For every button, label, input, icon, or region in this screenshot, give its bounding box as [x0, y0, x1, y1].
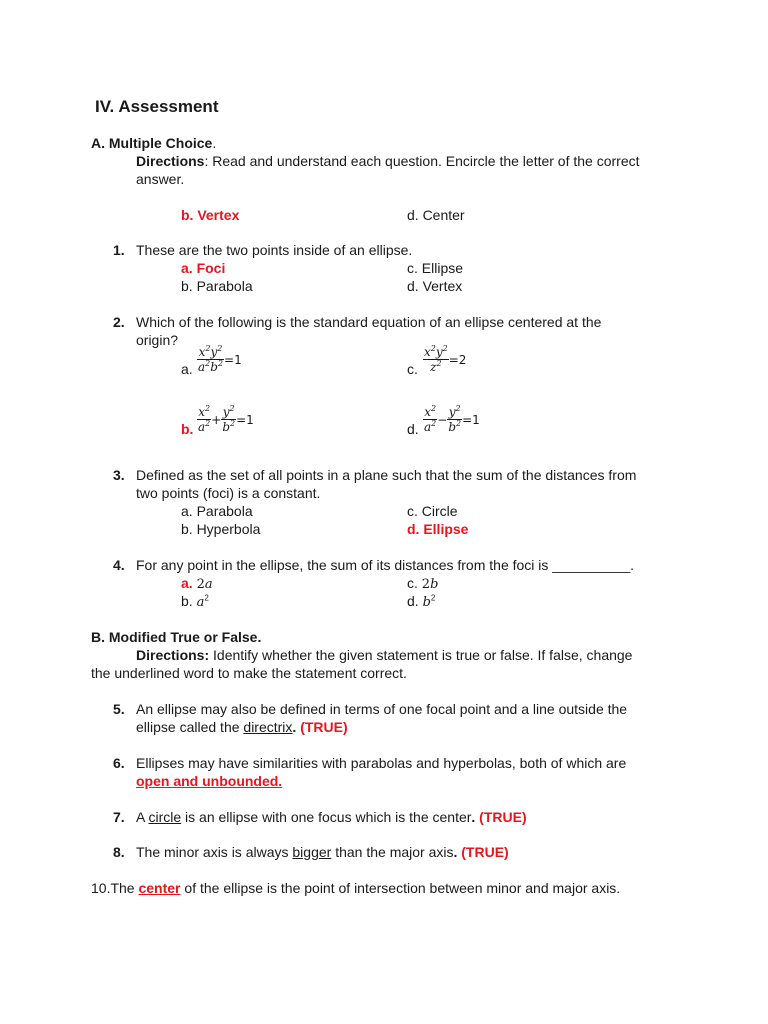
section-b-directions-line2: the underlined word to make the statement correct.	[91, 665, 407, 681]
q7-number: 7.	[113, 809, 125, 825]
q2-choice-a-label: a.	[181, 361, 193, 377]
q3-choice-d: d. Ellipse	[407, 521, 469, 537]
q1-choice-b: b. Parabola	[181, 278, 253, 294]
q3-choice-b: b. Hyperbola	[181, 521, 261, 537]
section-b-directions-line1: Directions: Identify whether the given statement is true or false. If false, change	[136, 647, 633, 663]
choice-b-vertex: b. Vertex	[181, 207, 240, 223]
q3-choice-c: c. Circle	[407, 503, 458, 519]
q4-choice-c: c. 2b	[407, 575, 439, 592]
q2-choice-c-label: c.	[407, 361, 418, 377]
q3-line2: two points (foci) is a constant.	[136, 485, 321, 501]
section-a-directions-line1: Directions: Read and understand each question. Encircle the letter of the correct	[136, 153, 640, 169]
q2-choice-d-label: d.	[407, 421, 419, 437]
choice-d-center: d. Center	[407, 207, 465, 223]
q4-choice-b: b. $a^2$	[181, 593, 209, 610]
q7-text: A circle is an ellipse with one focus which is the center. (TRUE)	[136, 809, 527, 825]
q4-text: For any point in the ellipse, the sum of its distances from the foci is __________.	[136, 557, 635, 573]
q6-line1: Ellipses may have similarities with parabolas and hyperbolas, both of which are	[136, 755, 627, 771]
q2-number: 2.	[113, 314, 125, 330]
q2-equation-d: $\frac{x^2}{a^2}$ − $\frac{y^2}{b^2}$ =1	[424, 404, 480, 434]
q8-text: The minor axis is always bigger than the major axis. (TRUE)	[136, 844, 509, 860]
q6-number: 6.	[113, 755, 125, 771]
q1-choice-a: a. Foci	[181, 260, 226, 276]
q2-equation-c: $\frac{x^2y^2}{z^2}$ =2	[424, 344, 467, 374]
q3-number: 3.	[113, 467, 125, 483]
q2-choice-b-label: b.	[181, 421, 194, 437]
q5-line2: ellipse called the directrix. (TRUE)	[136, 719, 348, 735]
q2-equation-b: $\frac{x^2}{a^2}$ + $\frac{y^2}{b^2}$ =1	[198, 404, 254, 434]
q4-number: 4.	[113, 557, 125, 573]
q3-line1: Defined as the set of all points in a plane such that the sum of the distances from	[136, 467, 637, 483]
q1-number: 1.	[113, 242, 125, 258]
q4-choice-a: a. 2a	[181, 575, 213, 592]
section-a-title: A. Multiple Choice.	[91, 135, 217, 151]
q10-text: 10.The center of the ellipse is the point of intersection between minor and major axis.	[91, 880, 621, 896]
q2-line1: Which of the following is the standard equation of an ellipse centered at the	[136, 314, 602, 330]
q4-choice-d: d. $b^2$	[407, 593, 436, 610]
page-title: IV. Assessment	[95, 97, 219, 116]
q3-choice-a: a. Parabola	[181, 503, 253, 519]
section-a-directions-line2: answer.	[136, 171, 185, 187]
q8-number: 8.	[113, 844, 125, 860]
q1-choice-d: d. Vertex	[407, 278, 463, 294]
q1-choice-c: c. Ellipse	[407, 260, 464, 276]
q6-answer: open and unbounded.	[136, 773, 283, 789]
q5-line1: An ellipse may also be defined in terms of one focal point and a line outside the	[136, 701, 628, 717]
q2-line2: origin?	[136, 332, 179, 348]
section-b-title: B. Modified True or False.	[91, 629, 262, 645]
q5-number: 5.	[113, 701, 125, 717]
q1-text: These are the two points inside of an ellipse.	[136, 242, 413, 258]
q2-equation-a: $\frac{x^2y^2}{a^2b^2}$ =1	[198, 344, 242, 374]
